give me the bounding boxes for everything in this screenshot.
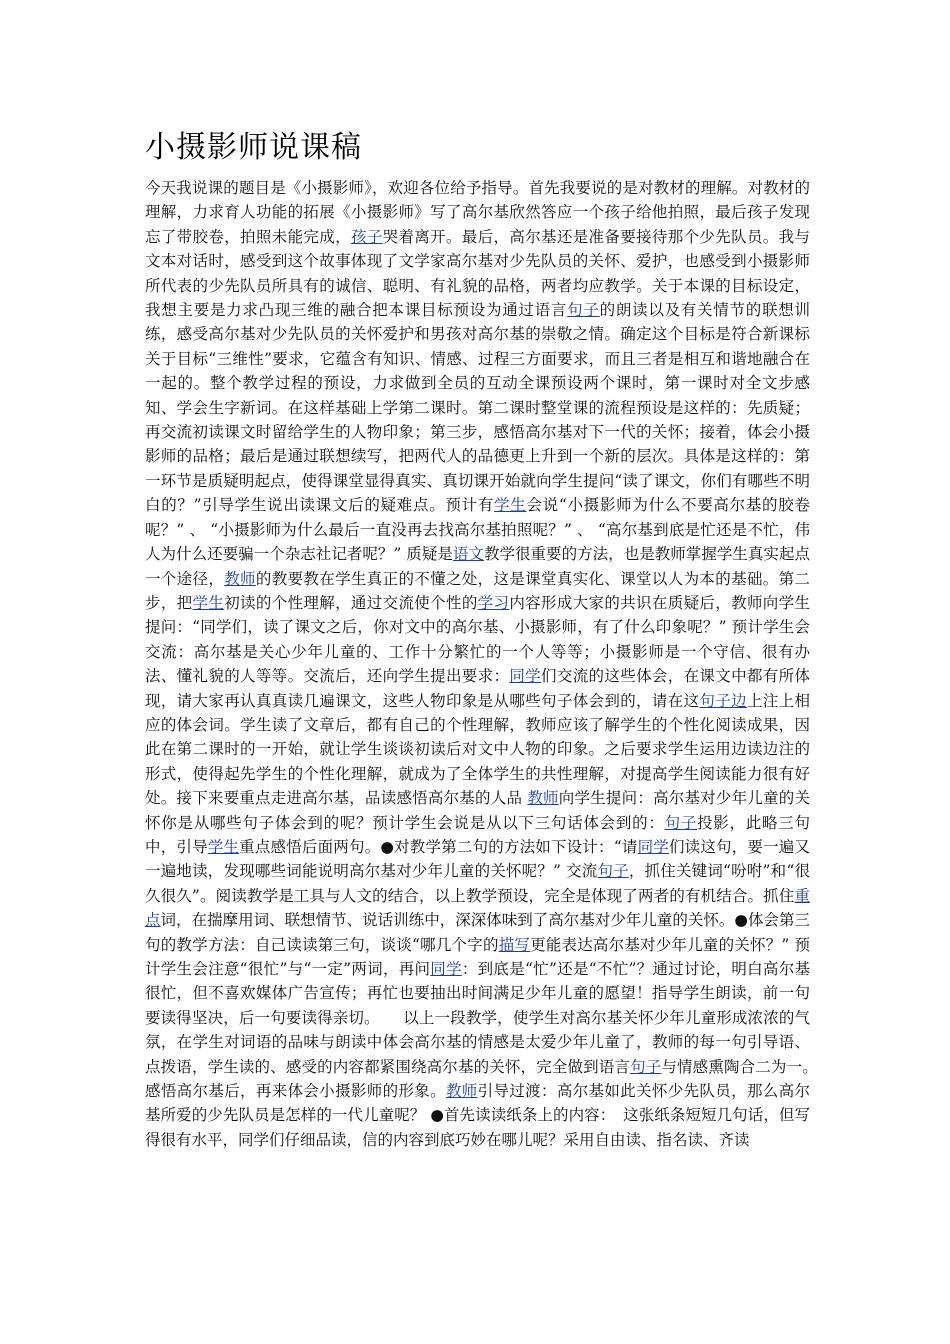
keyword-link[interactable]: 学生: [192, 593, 225, 612]
document-title: 小摄影师说课稿: [145, 130, 362, 165]
document-page: [145, 128, 841, 1152]
keyword-link[interactable]: 句子: [567, 301, 600, 320]
keyword-link[interactable]: 同学: [637, 837, 669, 856]
body-text: 初读的个性理解，通过交流使个性的: [224, 593, 478, 612]
keyword-link[interactable]: 句子边: [699, 691, 747, 710]
body-text: 与情感熏陶合二为一。 感悟高尔基后，再来体会小摄影师的形象。: [145, 1057, 841, 1101]
body-text: 更能表达高尔基对少年儿童的关怀？” 预计学生会注意“很忙”与“一定”两词，再问: [145, 935, 810, 978]
keyword-link[interactable]: 描写: [498, 935, 531, 954]
body-text: 引导过渡：高尔基如此关怀少先队员，那么高尔基所爱的少先队员是怎样的一代儿童呢？ ●首先读读纸条上的内容： 这张纸条短短几句话，但写得很有水平，同学们仔细品读，信的内容到底巧妙在哪儿呢？采用自由读、指名读、齐读: [145, 1082, 810, 1149]
keyword-link[interactable]: 学生: [207, 837, 240, 856]
keyword-link[interactable]: 教师: [224, 569, 256, 588]
body-text: ，抓住关键词“吩咐”和“很久很久”。阅读教学是工具与人文的结合，以上教学预设，完全是体现了两者的有机结合。抓住: [145, 862, 810, 905]
body-text: 的教要教在学生真正的不懂之处，这是课堂真实化、课堂以人为本的基础。第二步，把: [145, 569, 810, 612]
body-text: 上注上相应的体会词。学生读了文章后，都有自己的个性理解，教师应该了解学生的个性化阅读成果，因此在第二课时的一开始，就让学生谈谈初读后对文中人物的印象。之后要求学生运用边读边注的形式，使得起先学生的个性化理解，就成为了全体学生的共性理解，对提高学生阅读能力很有好处。接下来要重点走进高尔基，品读感悟高尔基的人品: [145, 691, 810, 808]
body-text: 们读这句，要一遍又一遍地读，发现哪些词能说明高尔基对少年儿童的关怀呢？” 交流: [145, 837, 810, 881]
body-text: 们交流的这些体会，在课文中都有所体现，请大家再认真真读几遍课文，这些人物印象是从哪些句子体会到的，请在这: [145, 667, 810, 710]
keyword-link[interactable]: 孩子: [350, 227, 383, 246]
body-text: 重点感悟后面两句。●对教学第二句的方法如下设计：“请: [239, 837, 638, 856]
body-text: 哭着离开。最后，高尔基还是准备要接待那个少先队员。我与文本对话时，感受到这个故事体现了文学家高尔基对少先队员的关怀、爱护，也感受到小摄影师所代表的少先队员所具有的诚信、聪明、有礼貌的品格，两者均应教学。关于本课的目标设定，我想主要是力求凸现三维的融合把本课目标预设为通过语言: [145, 227, 810, 320]
body-text: 会说“小摄影师为什么不要高尔基的胶卷呢？” 、 “小摄影师为什么最后一直没再去找高尔基拍照呢？” 、 “高尔基到底是忙还是不忙，伟人为什么还要骗一个杂志社记者呢？” 质疑是: [145, 496, 810, 564]
body-text: 内容形成大家的共识在质疑后，教师向学生提问：“同学们，读了课文之后，你对文中的高尔基、小摄影师，有了什么印象呢？” 预计学生会交流：高尔基是关心少年儿童的、工作十分繁忙的一个人等等；小摄影师是一个守信、很有办法、懂礼貌的人等等。交流后，还向学生提出要求：: [145, 593, 810, 686]
keyword-link[interactable]: 教师: [527, 789, 559, 808]
keyword-link[interactable]: 重点: [145, 886, 810, 930]
keyword-link[interactable]: 句子: [630, 1057, 662, 1076]
keyword-link[interactable]: 语文: [452, 545, 484, 564]
body-text: 今天我说课的题目是《小摄影师》，欢迎各位给予指导。首先我要说的是对教材的理解。对教材的理解，力求育人功能的拓展《小摄影师》写了高尔基欣然答应一个孩子给他拍照，最后孩子发现忘了带胶卷，拍照未能完成，: [145, 179, 810, 246]
keyword-link[interactable]: 学生: [494, 496, 527, 515]
body-text: 词，在揣摩用词、联想情节、说话训练中，深深体味到了高尔基对少年儿童的关怀。●体会第三句的教学方法：自己读读第三句，谈谈“哪几个字的: [145, 911, 810, 954]
keyword-link[interactable]: 教师: [445, 1082, 478, 1101]
keyword-link[interactable]: 学习: [477, 593, 510, 612]
body-text: ：到底是“忙”还是“不忙”？通过讨论，明白高尔基很忙，但不喜欢媒体广告宣传；再忙也要抽出时间满足少年儿童的愿望！指导学生朗读，前一句要读得坚决，后一句要读得亲切。 以上一段教学，使学生对高尔基关怀少年儿童形成浓浓的气氛，在学生对词语的品味与朗读中体会高尔基的情感是太爱少年儿童了，教师的每一句引导语、点拨语，学生读的、感受的内容都紧围绕高尔基的关怀，完全做到语言: [145, 960, 810, 1076]
keyword-link[interactable]: 同学: [430, 960, 462, 978]
document-body: [145, 176, 841, 1152]
keyword-link[interactable]: 句子: [664, 813, 698, 832]
body-text: 向学生提问：高尔基对少年儿童的关怀你是从哪些句子体会到的呢？预计学生会说是从以下三句话体会到的：: [145, 789, 810, 832]
keyword-link[interactable]: 句子: [597, 862, 629, 881]
keyword-link[interactable]: 同学: [509, 667, 542, 686]
body-text: 的朗读以及有关情节的联想训练，感受高尔基对少先队员的关怀爱护和男孩对高尔基的崇敬之情。确定这个目标是符合新课标关于目标“三维性”要求，它蕴含有知识、情感、过程三方面要求，而且三者是相互和谐地融合在一起的。整个教学过程的预设，力求做到全员的互动全课预设两个课时，第一课时对全文步感知、学会生字新词。在这样基础上学第二课时。第二课时整堂课的流程预设是这样的：先质疑；再交流初读课文时留给学生的人物印象；第三步，感悟高尔基对下一代的关怀；接着，体会小摄影师的品格；最后是通过联想续写，把两代人的品德更上升到一个新的层次。具体是这样的：第一环节是质疑明起点，使得课堂显得真实、真切课开始就向学生提问“读了课文，你们有哪些不明白的？”引导学生说出读课文后的疑难点。预计有: [145, 301, 810, 515]
body-text: 投影，此略三句中，引导: [145, 813, 810, 856]
body-text: 教学很重要的方法，也是教师掌握学生真实起点一个途径，: [145, 545, 810, 588]
